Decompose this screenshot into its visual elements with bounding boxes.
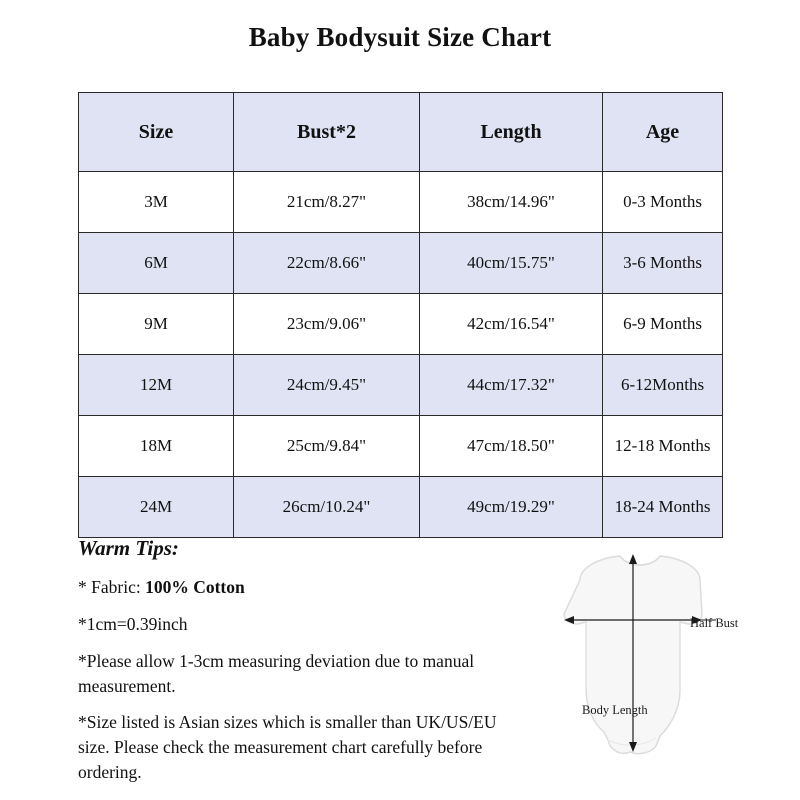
tip-fabric: [78, 575, 508, 600]
cell-length: 42cm/16.54": [420, 294, 603, 355]
table-header-row: [79, 93, 723, 172]
cell-length: 38cm/14.96": [420, 172, 603, 233]
cell-bust: 24cm/9.45": [234, 355, 420, 416]
cell-bust: 25cm/9.84": [234, 416, 420, 477]
table-row: [79, 294, 723, 355]
cell-size: 6M: [79, 233, 234, 294]
cell-size: 3M: [79, 172, 234, 233]
cell-size: 12M: [79, 355, 234, 416]
column-header-size: Size: [79, 93, 234, 172]
cell-length: 40cm/15.75": [420, 233, 603, 294]
cell-size: 24M: [79, 477, 234, 538]
cell-age: 6-9 Months: [603, 294, 723, 355]
bodysuit-illustration-svg: [520, 540, 790, 790]
cell-bust: 23cm/9.06": [234, 294, 420, 355]
bodysuit-figure: [520, 540, 790, 790]
half-bust-label: Half Bust: [690, 616, 739, 630]
cell-bust: 26cm/10.24": [234, 477, 420, 538]
size-chart-table: [78, 92, 723, 538]
column-header-length: Length: [420, 93, 603, 172]
cell-length: 47cm/18.50": [420, 416, 603, 477]
warm-tips-heading: Warm Tips:: [78, 536, 179, 560]
table-row: [79, 477, 723, 538]
cell-bust: 22cm/8.66": [234, 233, 420, 294]
cell-age: 0-3 Months: [603, 172, 723, 233]
table-row: [79, 355, 723, 416]
cell-age: 12-18 Months: [603, 416, 723, 477]
size-chart-table-wrap: [78, 92, 722, 538]
cell-age: 18-24 Months: [603, 477, 723, 538]
table-row: [79, 172, 723, 233]
column-header-bust: Bust*2: [234, 93, 420, 172]
warm-tips-section: [78, 536, 508, 797]
table-row: [79, 416, 723, 477]
tip-conversion: *1cm=0.39inch: [78, 613, 188, 634]
page-title: Baby Bodysuit Size Chart: [248, 22, 552, 52]
cell-length: 44cm/17.32": [420, 355, 603, 416]
cell-bust: 21cm/8.27": [234, 172, 420, 233]
tip-sizing: *Size listed is Asian sizes which is smaller than UK/US/EU size. Please check the measurement chart carefully before ordering.: [78, 712, 497, 783]
table-row: [79, 233, 723, 294]
cell-age: 3-6 Months: [603, 233, 723, 294]
column-header-age: Age: [603, 93, 723, 172]
cell-size: 9M: [79, 294, 234, 355]
cell-size: 18M: [79, 416, 234, 477]
tip-deviation: *Please allow 1-3cm measuring deviation due to manual measurement.: [78, 650, 475, 696]
cell-age: 6-12Months: [603, 355, 723, 416]
cell-length: 49cm/19.29": [420, 477, 603, 538]
body-length-label: Body Length: [582, 703, 648, 717]
tip-fabric-value: 100% Cotton: [145, 577, 245, 597]
tip-fabric-prefix: * Fabric:: [78, 577, 146, 597]
